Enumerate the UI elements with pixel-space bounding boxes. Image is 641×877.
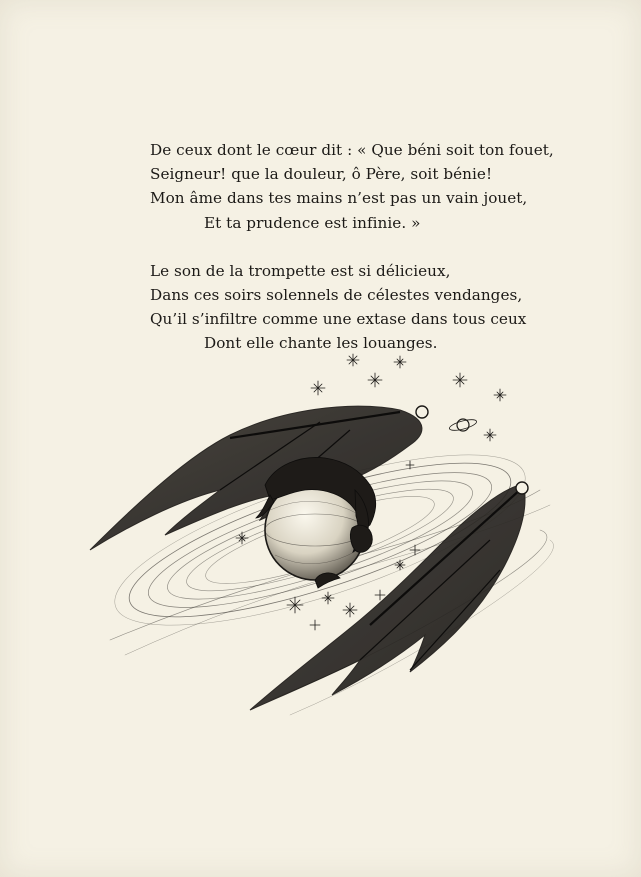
small-planet-icon <box>448 418 477 433</box>
stanza-1 <box>150 138 570 235</box>
verse-line-indented: Et ta prudence est infinie. » <box>204 213 421 232</box>
verse-line: Qu’il s’infiltre comme une extase dans tous ceux <box>150 310 527 329</box>
verse-line-indented: Dont elle chante les louanges. <box>204 334 438 353</box>
verse-line: Le son de la trompette est si délicieux, <box>150 261 451 280</box>
verse-line: Dans ces soirs solennels de célestes vendanges, <box>150 286 523 305</box>
verse-line: Mon âme dans tes mains n’est pas un vain jouet, <box>150 189 528 208</box>
winged-demon-illustration <box>70 340 570 750</box>
left-wing <box>90 406 428 550</box>
verse-line: De ceux dont le cœur dit : « Que béni soit ton fouet, <box>150 141 554 159</box>
verse-line: Seigneur! que la douleur, ô Père, soit bénie! <box>150 165 493 184</box>
